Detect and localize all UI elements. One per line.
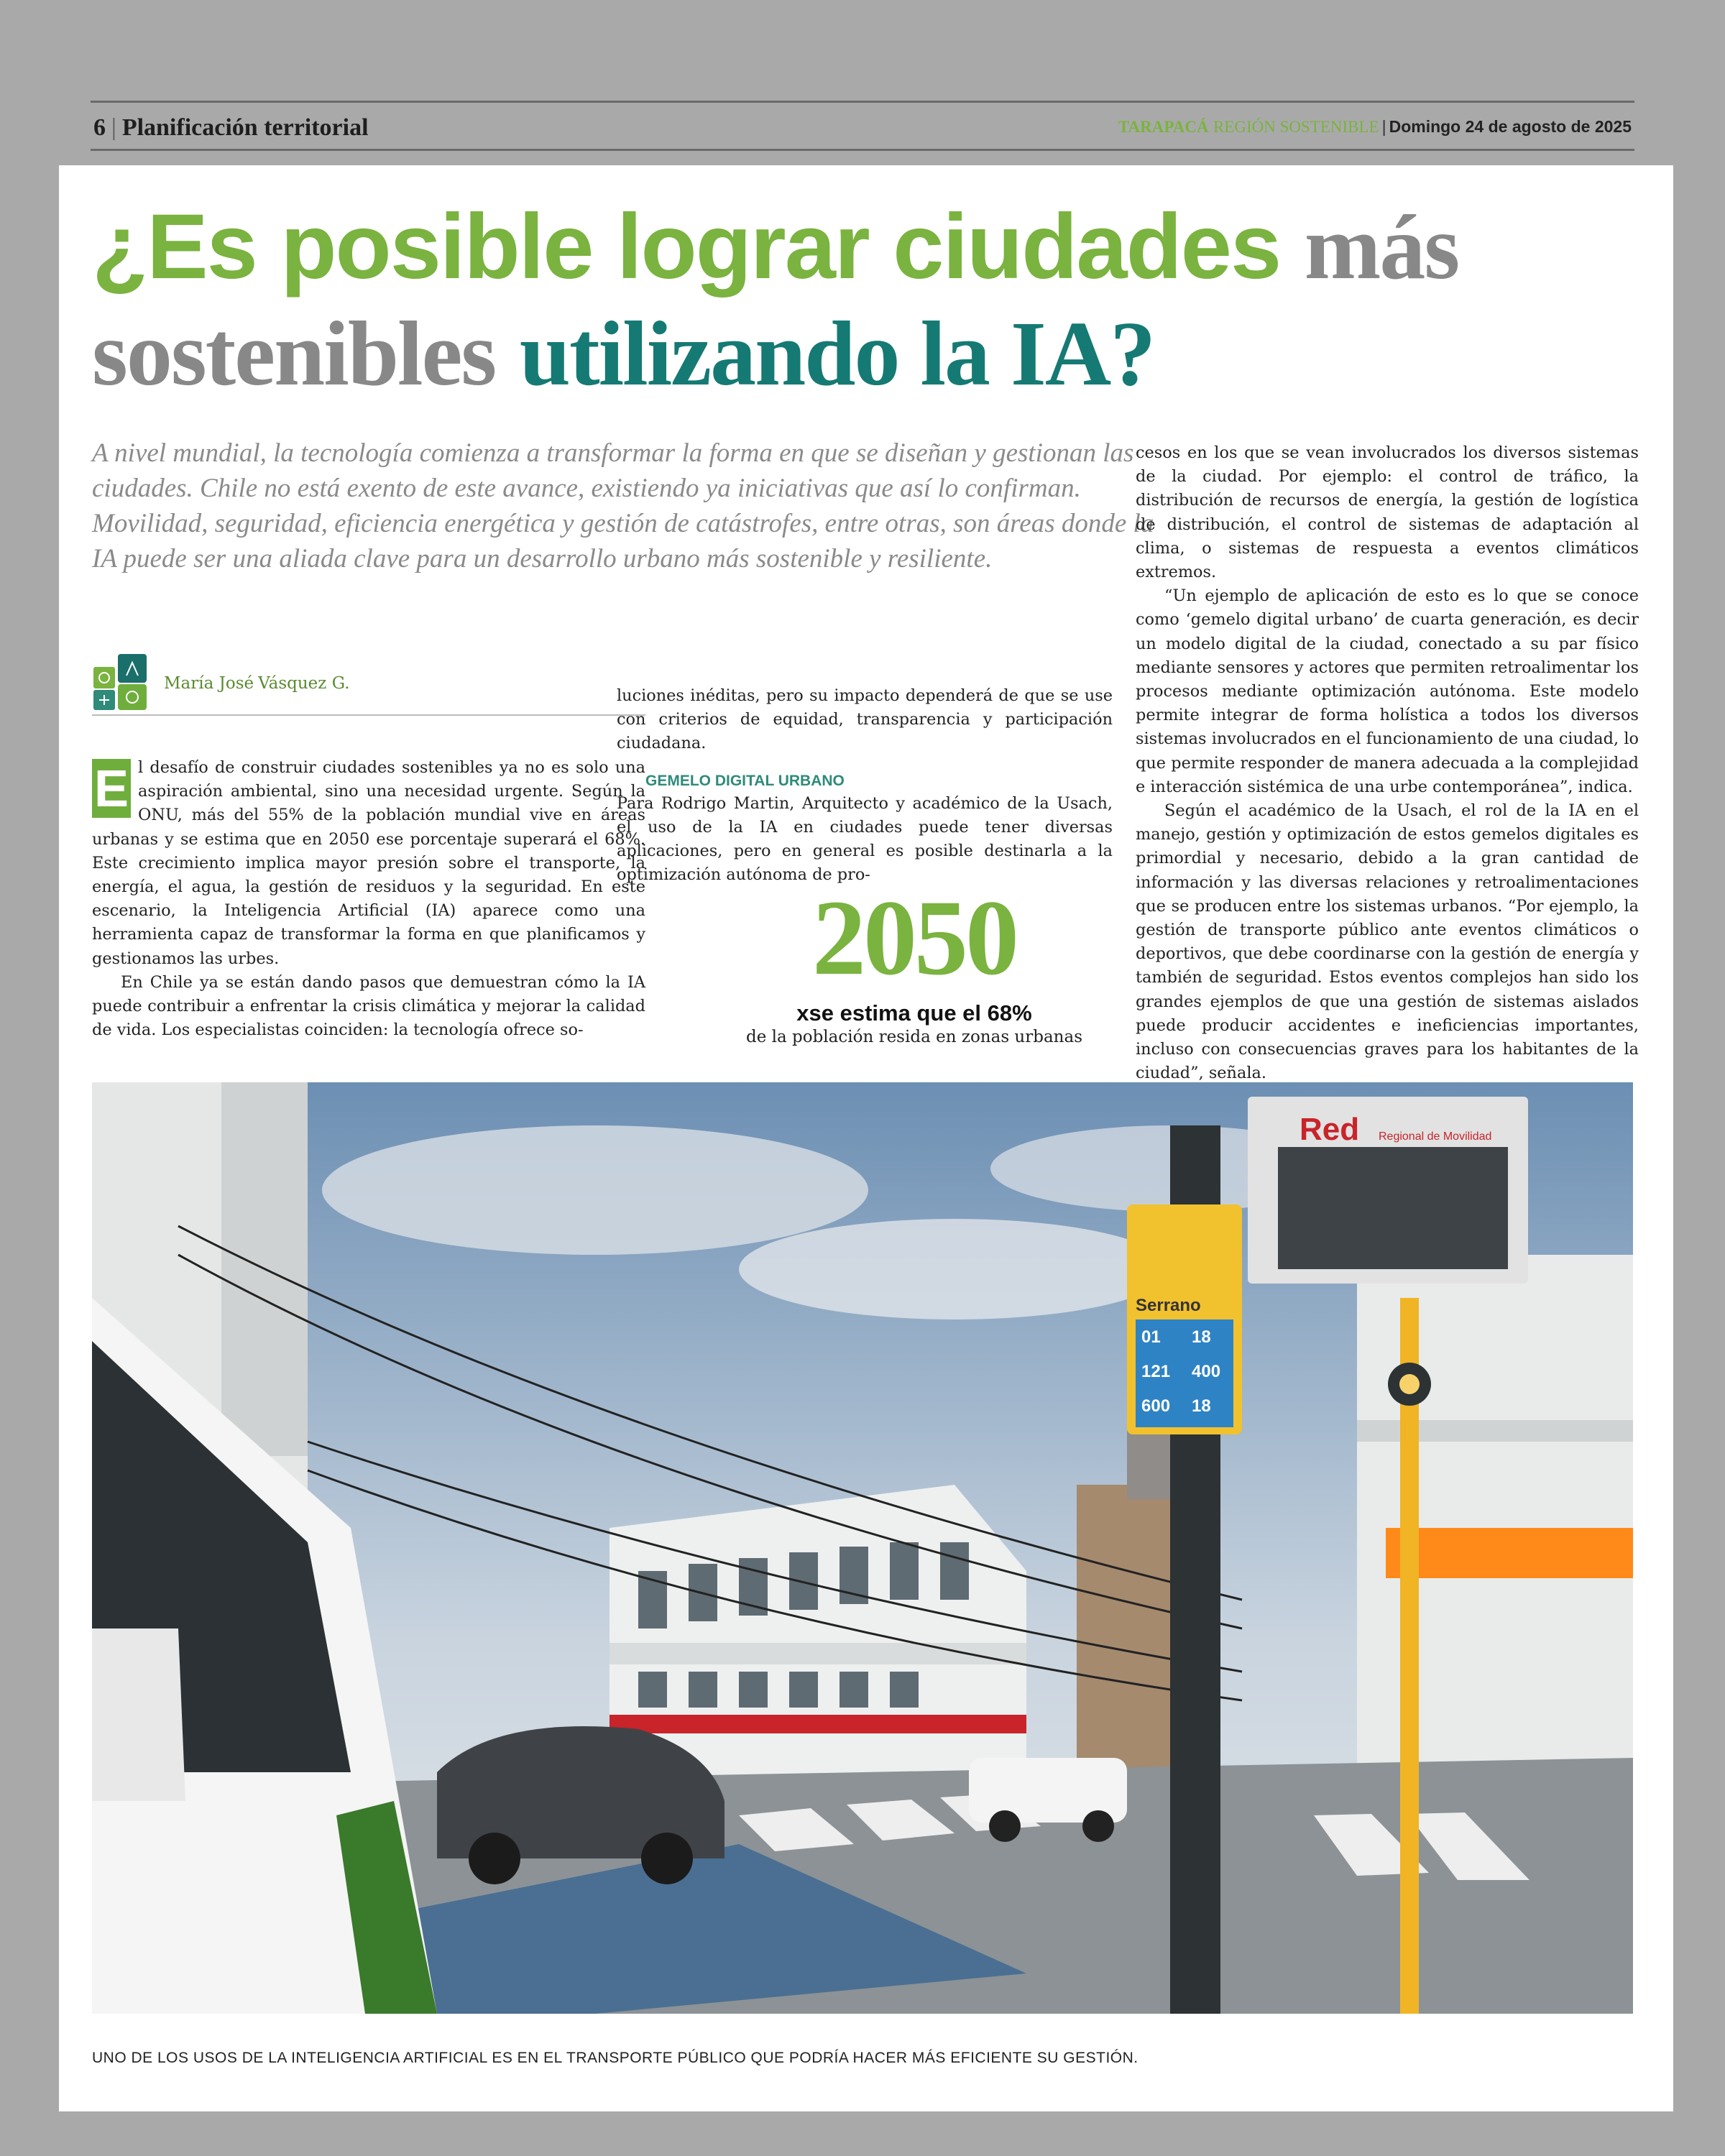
section-name: Planificación territorial bbox=[121, 114, 369, 141]
author-byline bbox=[92, 654, 645, 716]
stat-line-1: xse estima que el 68% bbox=[796, 1000, 1032, 1026]
route-label: 121 bbox=[1141, 1362, 1171, 1381]
street-scene-illustration bbox=[92, 1082, 1633, 2014]
headline bbox=[92, 194, 1637, 407]
headline-part-2: más bbox=[1304, 196, 1459, 298]
photo-caption: UNO DE LOS USOS DE LA INTELIGENCIA ARTIFICIAL ES EN EL TRANSPORTE PÚBLICO QUE PODRÍA HACER MÁS EFICIENTE SU GESTIÓN. bbox=[92, 2050, 1138, 2066]
issue-date: Domingo 24 de agosto de 2025 bbox=[1389, 117, 1632, 136]
headline-part-1: ¿Es posible lograr ciudades bbox=[92, 195, 1281, 298]
body-paragraph: cesos en los que se vean involucrados los diversos sistemas de la ciudad. Por ejemplo: el control de tráfico, la distribución de recursos de energía, la gestión de logística de distribución, el control de sistemas de adaptación al clima, o sistemas de respuesta a eventos climáticos extremos. bbox=[1136, 443, 1639, 582]
drop-cap: E bbox=[92, 759, 131, 818]
route-label: 400 bbox=[1192, 1362, 1221, 1381]
sustainability-logo-icon bbox=[92, 654, 150, 711]
body-paragraph: Según el académico de la Usach, el rol de la IA en el manejo, gestión y optimización de estos gemelos digitales es primordial y necesario, debido a la gran cantidad de información y las diversas relaciones y retroalimentaciones que se producen entre los sistemas urbanos. “Por ejemplo, la gestión de transporte público ante eventos climáticos o deportivos, que debe coordinarse con la gestión de energía y también de seguridad. Estos eventos complejos han sido los grandes ejemplos de que una gestión de sistemas aislados puede producir accidentes e ineficiencias importantes, incluso con consecuencias graves para los habitantes de la ciudad”, señala. bbox=[1136, 801, 1639, 1083]
body-paragraph: En Chile ya se están dando pasos que demuestran cómo la IA puede contribuir a enfrentar la crisis climática y mejorar la calidad de vida. Los especialistas coinciden: la tecnología ofrece so- bbox=[92, 972, 645, 1040]
stat-line-2: de la población resida en zonas urbanas bbox=[745, 1028, 1083, 1046]
body-column-1 bbox=[92, 756, 645, 1042]
street-photo bbox=[92, 1082, 1633, 2014]
subheading: GEMELO DIGITAL URBANO bbox=[645, 772, 845, 789]
body-paragraph: luciones inéditas, pero su impacto dependerá de que se use con criterios de equidad, transparencia y participación ciudadana. bbox=[617, 686, 1113, 753]
body-paragraph: E l desafío de construir ciudades sostenibles ya no es solo una aspiración ambiental, sino una necesidad urgente. Según la ONU, más del 55% de la población mundial vive en áreas urbanas y se estima que en 2050 ese porcentaje superará el 68%. Este crecimiento implica mayor presión sobre el transporte, la energía, el agua, la gestión de residuos y la seguridad. En este escenario, la Inteligencia Artificial (IA) aparece como una herramienta capaz de transformar la forma en que planificamos y gestionamos las urbes. bbox=[92, 758, 645, 968]
route-label: 600 bbox=[1141, 1396, 1171, 1416]
headline-part-3: sostenibles bbox=[92, 303, 496, 405]
body-paragraph: “Un ejemplo de aplicación de esto es lo que se conoce como ‘gemelo digital urbano’ de cuarta generación, es decir un modelo digital de la ciudad, conectado a su par físico mediante sensores y actores que permiten retroalimentar los procesos mediante optimización autónoma. Este modelo permite integrar de forma holística a todos los diversos sistemas involucrados en el funcionamiento de una ciudad, lo que permite responder de manera adecuada a la complejidad e interacción sistémica de una urbe contemporánea”, indica. bbox=[1136, 586, 1639, 796]
stat-callout bbox=[677, 878, 1151, 1046]
article-page bbox=[59, 165, 1673, 2111]
sign-brand: Red bbox=[1300, 1112, 1360, 1147]
page-header bbox=[91, 101, 1634, 151]
route-label: 18 bbox=[1192, 1396, 1211, 1416]
brand-primary: TARAPACÁ bbox=[1118, 118, 1209, 136]
body-paragraph: Para Rodrigo Martin, Arquitecto y académico de la Usach, el uso de la IA en ciudades puede tener diversas aplicaciones, pero en general es posible destinarla a la optimización autónoma de pro- bbox=[617, 793, 1113, 885]
headline-part-4: utilizando la IA? bbox=[519, 303, 1155, 405]
stat-number: 2050 bbox=[812, 878, 1016, 998]
body-column-2 bbox=[617, 684, 1113, 887]
brand-secondary: REGIÓN SOSTENIBLE bbox=[1213, 118, 1379, 136]
sign-brand-sub: Regional de Movilidad bbox=[1379, 1130, 1492, 1143]
route-label: 01 bbox=[1141, 1327, 1161, 1347]
stop-name: Serrano bbox=[1136, 1296, 1201, 1315]
body-column-3 bbox=[1136, 441, 1639, 1085]
lede-paragraph: A nivel mundial, la tecnología comienza a transformar la forma en que se diseñan y gestionan las ciudades. Chile no está exento de este avance, existiendo ya iniciativas que así lo confirman. Movilidad, seguridad, eficiencia energética y gestión de catástrofes, entre otras, son áreas donde la IA puede ser una aliada clave para un desarrollo urbano más sostenible y resiliente. bbox=[92, 438, 1154, 573]
section-heading: 6 | Planificación territorial bbox=[93, 114, 369, 141]
route-label: 18 bbox=[1192, 1327, 1211, 1347]
masthead-info: TARAPACÁ REGIÓN SOSTENIBLE | Domingo 24 de agosto de 2025 bbox=[1118, 117, 1632, 136]
author-name: María José Vásquez G. bbox=[164, 674, 350, 693]
page-number: 6 bbox=[93, 114, 106, 141]
